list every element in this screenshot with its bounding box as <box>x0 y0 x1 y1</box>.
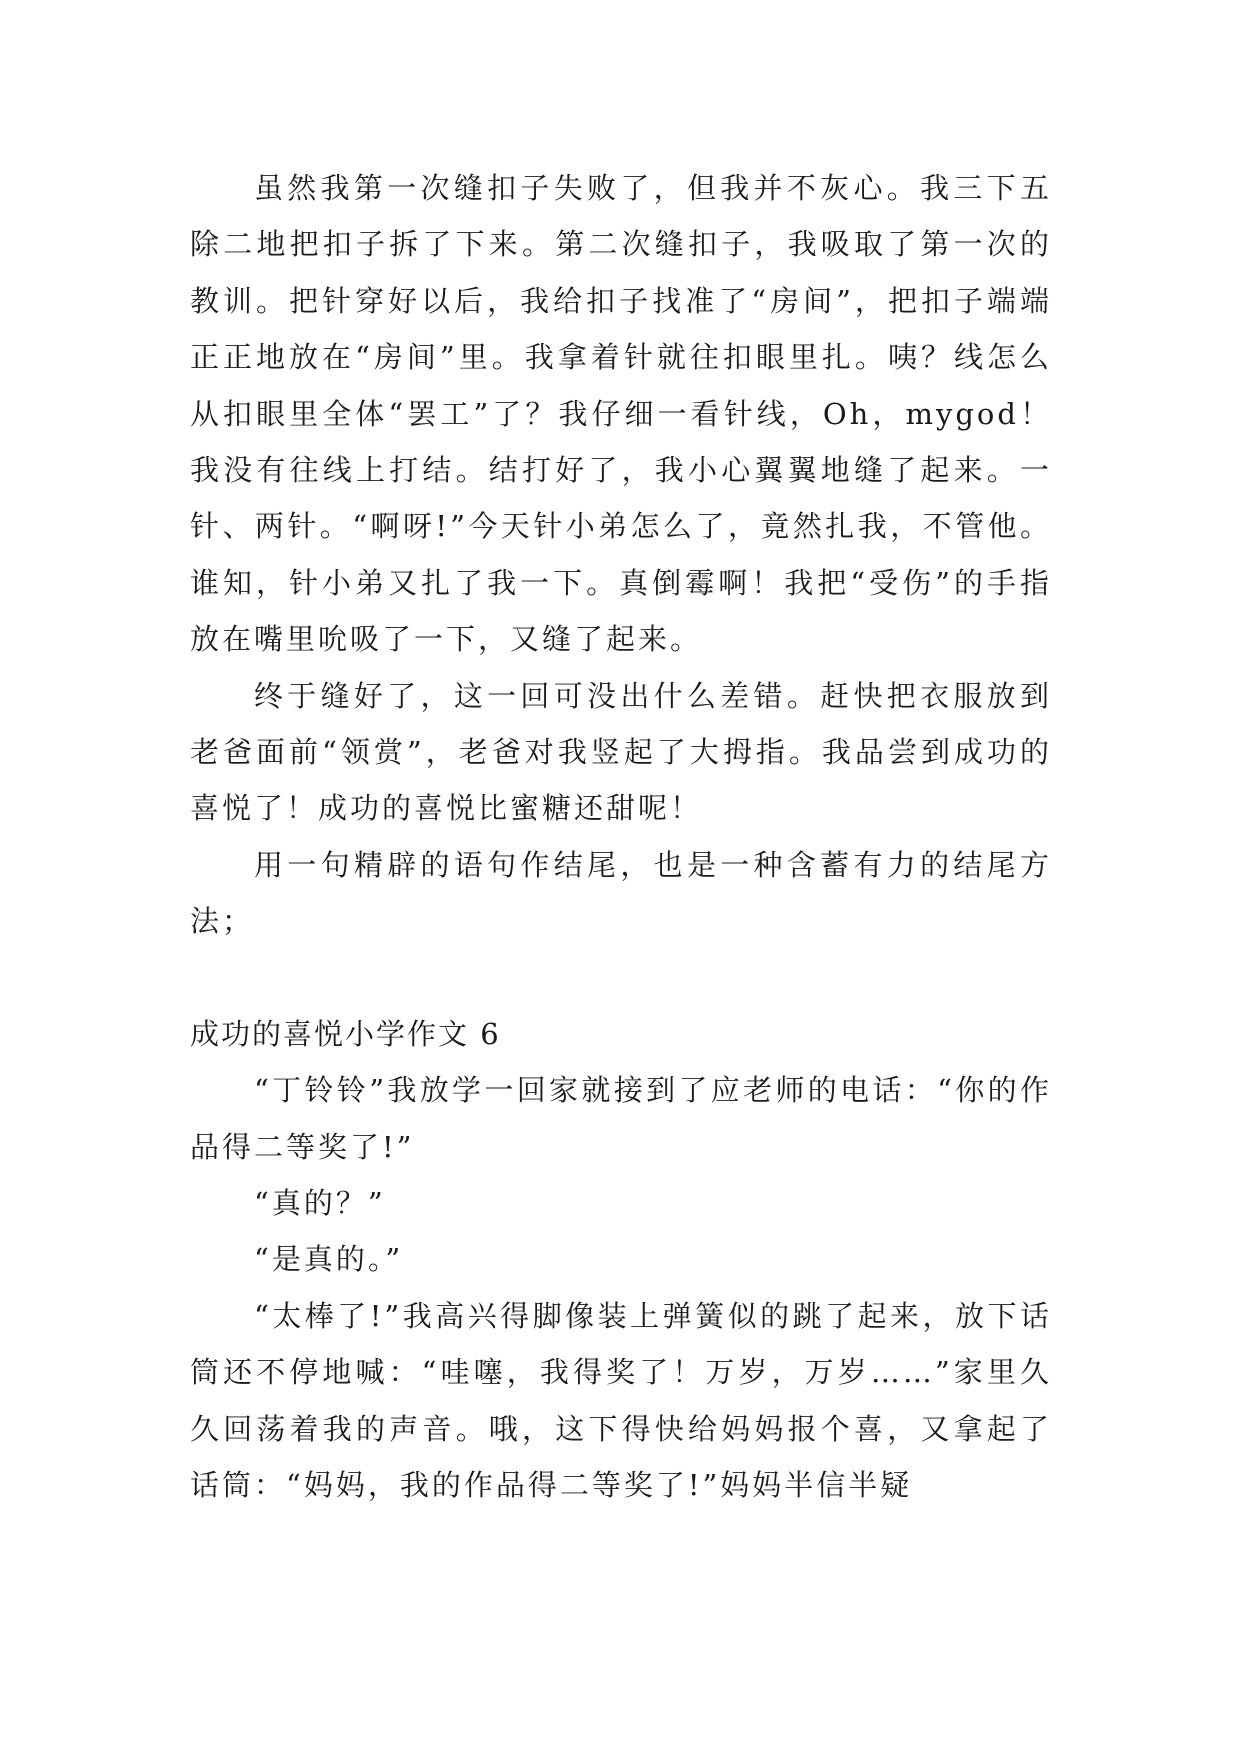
paragraph-sewing-second-try: 虽然我第一次缝扣子失败了，但我并不灰心。我三下五除二地把扣子拆了下来。第二次缝扣子，我吸取了第一次的教训。把针穿好以后，我给扣子找准了“房间”，把扣子端端正正地放在“房间”里。我拿着针就往扣眼里扎。咦？线怎么从扣眼里全体“罢工”了？我仔细一看针线，Oh，mygod！我没有往线上打结。结打好了，我小心翼翼地缝了起来。一针、两针。“啊呀!”今天针小弟怎么了，竟然扎我，不管他。谁知，针小弟又扎了我一下。真倒霉啊！我把“受伤”的手指放在嘴里吮吸了一下，又缝了起来。 <box>190 171 1052 657</box>
paragraph-ending-tip: 用一句精辟的语句作结尾，也是一种含蓄有力的结尾方法； <box>190 847 1052 939</box>
paragraph-phone-call: “丁铃铃”我放学一回家就接到了应老师的电话：“你的作品得二等奖了!” <box>190 1073 1052 1164</box>
section-spacer <box>190 950 1052 1006</box>
paragraph-sewing-success: 终于缝好了，这一回可没出什么差错。赶快把衣服放到老爸面前“领赏”，老爸对我竖起了大拇指。我品尝到成功的喜悦了！成功的喜悦比蜜糖还甜呢！ <box>190 678 1052 826</box>
paragraph-really: “真的？” <box>254 1185 386 1220</box>
essay-title: 成功的喜悦小学作文 6 <box>190 1016 501 1051</box>
paragraph-yes-really: “是真的。” <box>254 1242 404 1277</box>
paragraph-celebration: “太棒了!”我高兴得脚像装上弹簧似的跳了起来，放下话筒还不停地喊：“哇噻，我得奖了！万岁，万岁……”家里久久回荡着我的声音。哦，这下得快给妈妈报个喜，又拿起了话筒：“妈妈，我的作品得二等奖了!”妈妈半信半疑 <box>190 1298 1052 1502</box>
document-body <box>190 160 1052 1513</box>
